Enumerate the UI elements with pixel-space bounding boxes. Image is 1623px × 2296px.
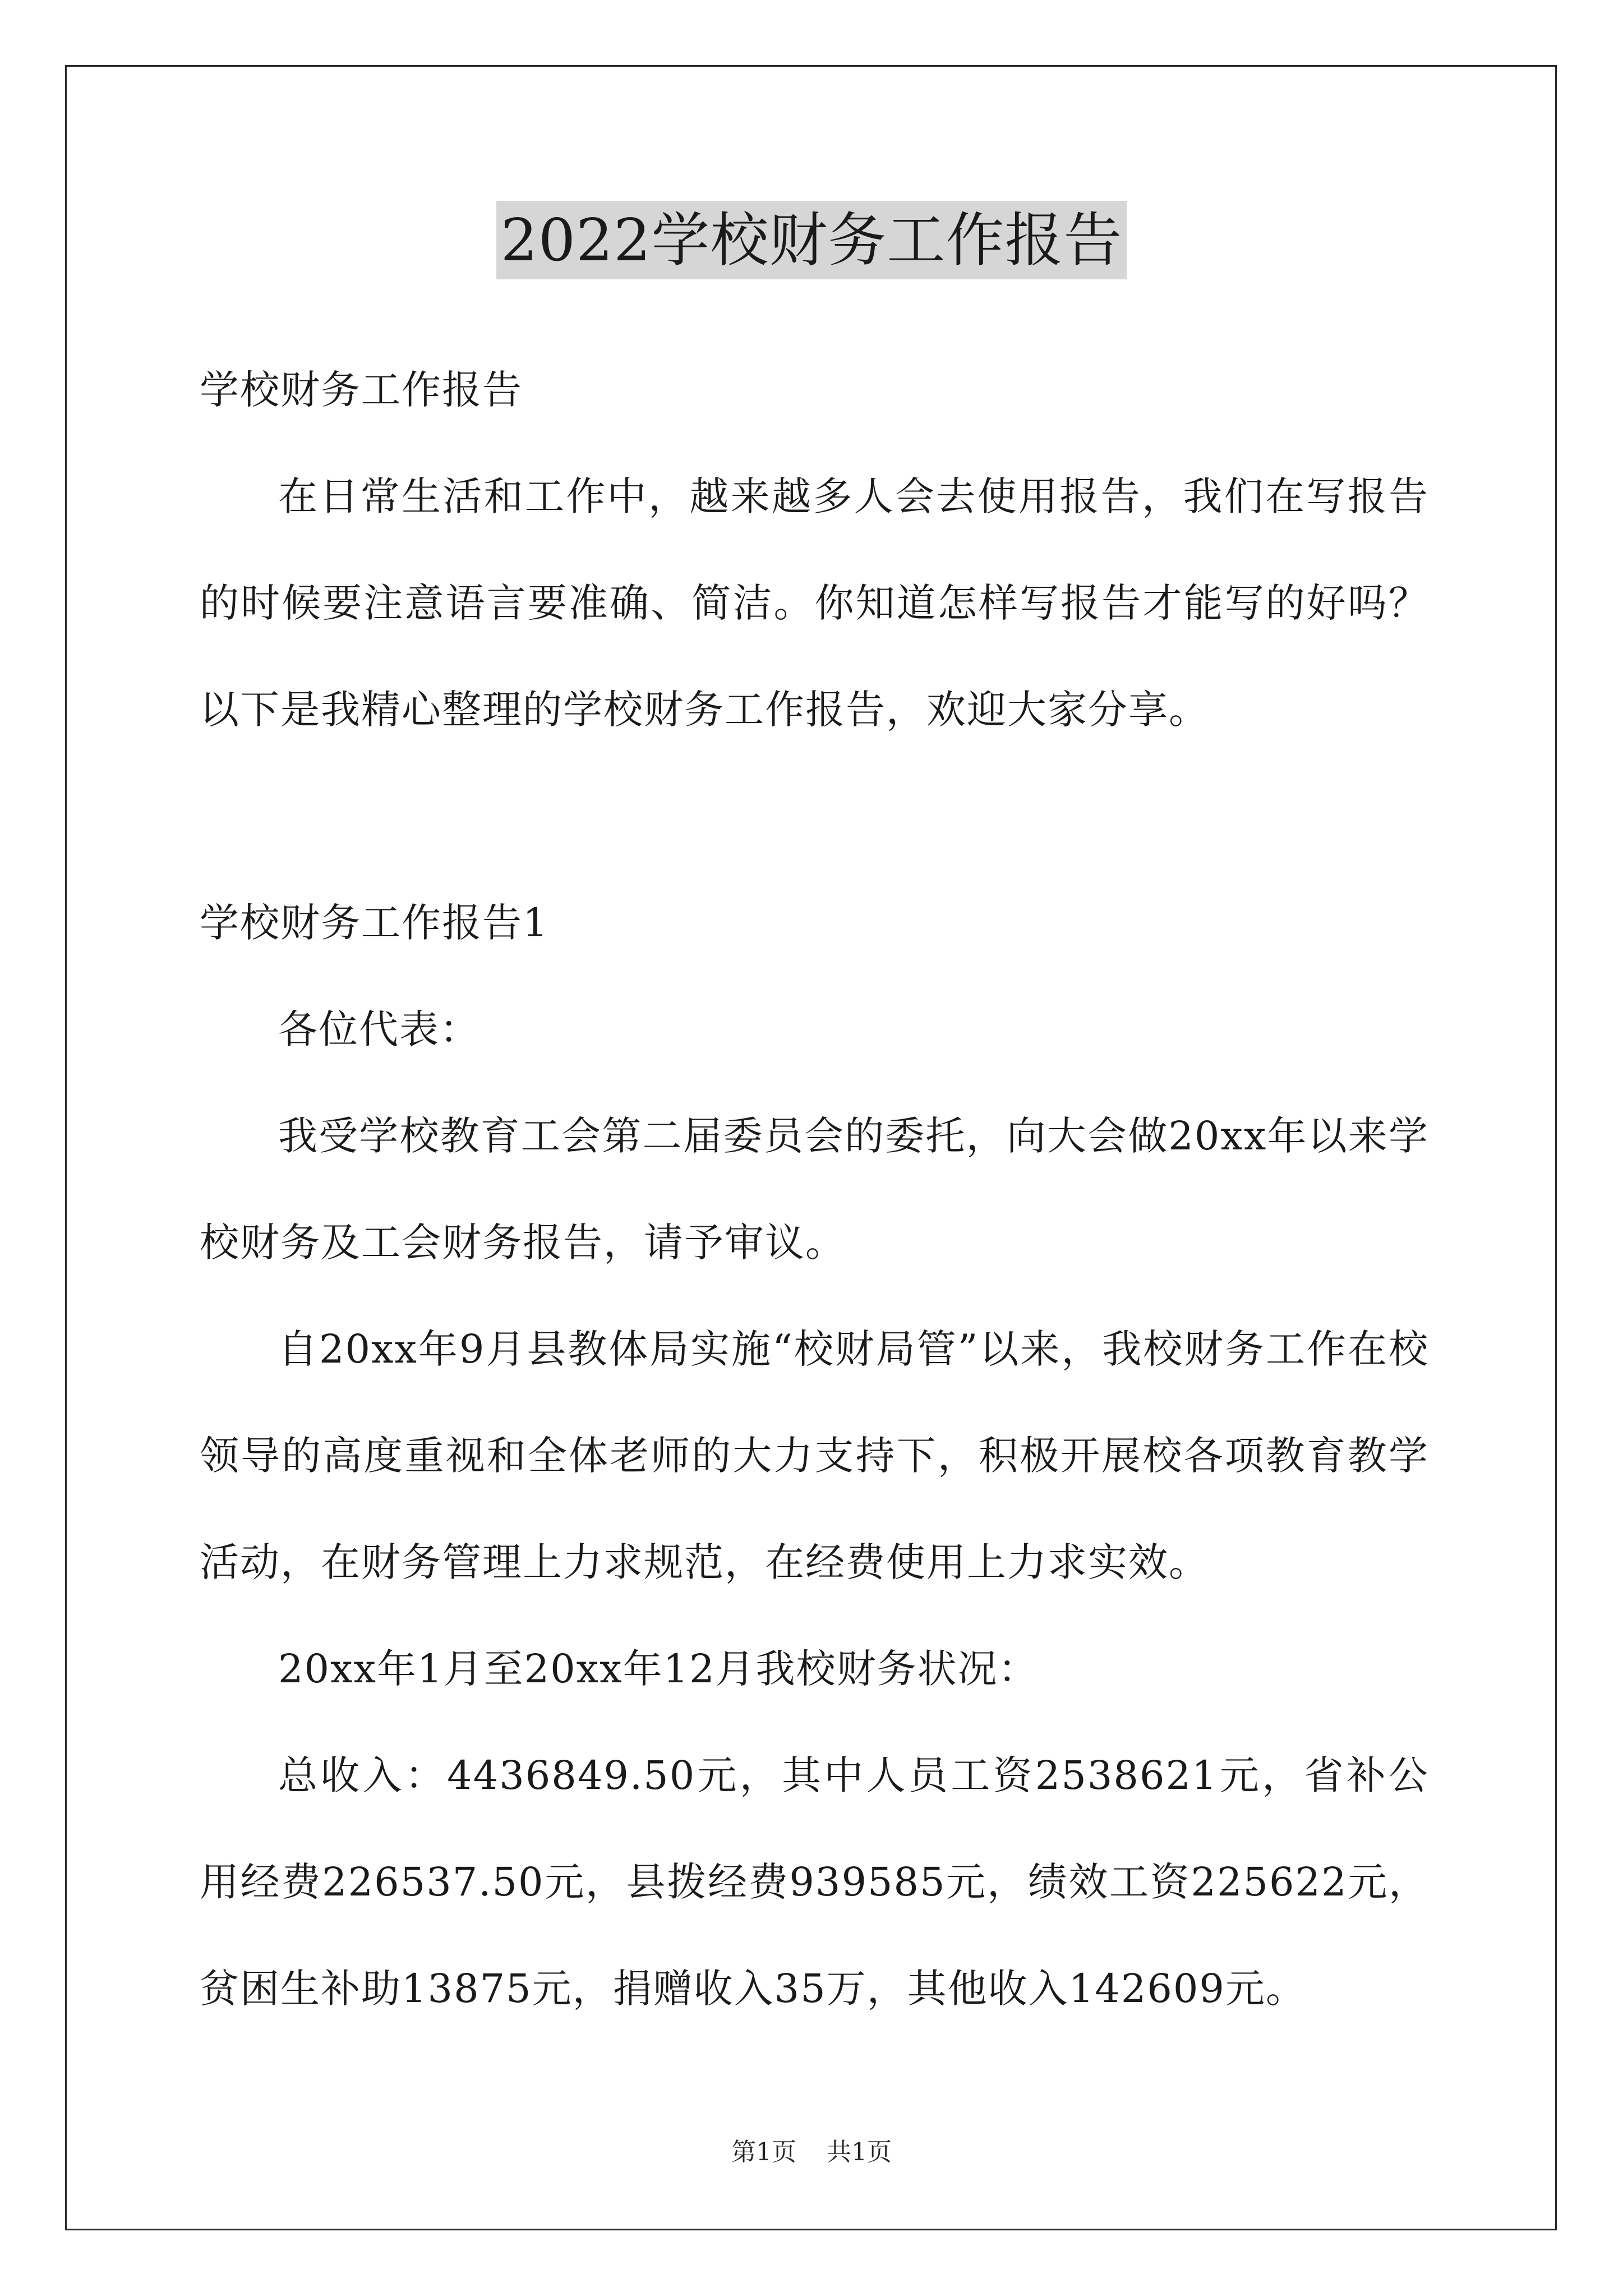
body-paragraph: 自20xx年9月县教体局实施“校财局管”以来，我校财务工作在校领导的高度重视和全体老师的大力支持下，积极开展校各项教育教学活动，在财务管理上力求规范，在经费使用上力求实效。 — [200, 1326, 1429, 1585]
body-paragraph: 20xx年1月至20xx年12月我校财务状况： — [278, 1646, 1039, 1692]
subtitle: 学校财务工作报告 — [200, 367, 523, 413]
body-paragraph: 总收入：4436849.50元，其中人员工资2538621元，省补公用经费226537.50元，县拨经费939585元，绩效工资225622元，贫困生补助13875元，捐赠收入35万，其他收入142609元。 — [200, 1752, 1429, 2012]
body-paragraph: 我受学校教育工会第二届委员会的委托，向大会做20xx年以来学校财务及工会财务报告，请予审议。 — [200, 1113, 1429, 1266]
salutation: 各位代表： — [278, 1006, 480, 1052]
section-heading: 学校财务工作报告1 — [200, 900, 549, 946]
spacer — [200, 763, 1429, 869]
document-body — [200, 337, 1429, 2042]
page-count: 共1页 — [827, 2138, 892, 2166]
document-title: 2022学校财务工作报告 — [496, 201, 1127, 279]
title-container — [0, 201, 1623, 279]
page-number: 第1页 — [731, 2138, 796, 2166]
intro-paragraph: 在日常生活和工作中，越来越多人会去使用报告，我们在写报告的时候要注意语言要准确、简洁。你知道怎样写报告才能写的好吗？以下是我精心整理的学校财务工作报告，欢迎大家分享。 — [200, 473, 1429, 733]
page-footer — [0, 2132, 1623, 2168]
